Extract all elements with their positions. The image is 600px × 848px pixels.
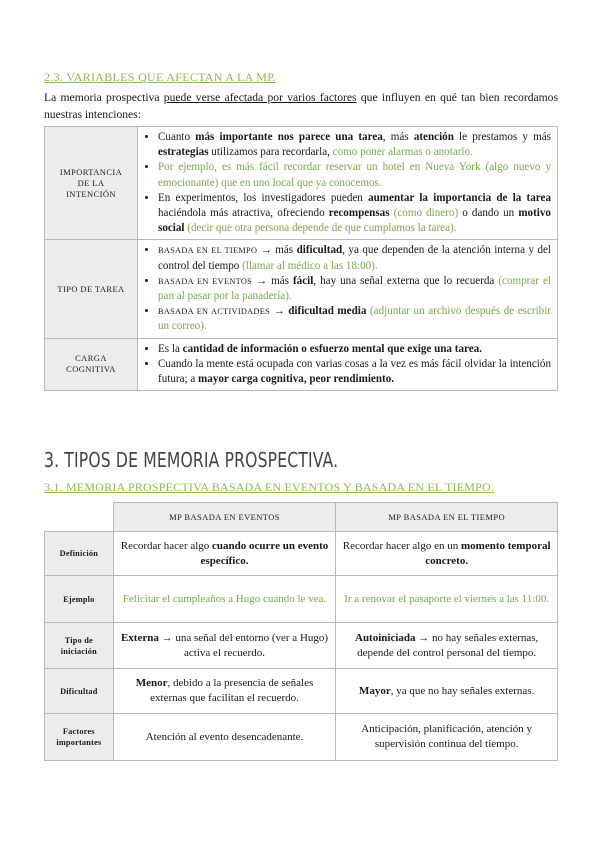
key-factores: Factores importantes <box>45 714 114 761</box>
cell-tiempo: Autoiniciada → no hay señales externas, depende del control personal del tiempo. <box>336 623 558 669</box>
cell-tiempo: Ir a renovar el pasaporte el viernes a las 11:00. <box>336 576 558 623</box>
header-tiempo: MP BASADA EN EL TIEMPO <box>336 503 558 532</box>
key-ejemplo: Ejemplo <box>45 576 114 623</box>
intro-text: La memoria prospectiva <box>44 91 164 104</box>
bullet-item: • En experimentos, los investigadores pueden aumentar la importancia de la tarea haciéndola más atractiva, ofreciendo recompensas (como dinero) o dando un motivo social (decir que otra persona depende de que cumplamos la tarea). <box>158 191 551 237</box>
value-tipo-tarea <box>138 240 558 338</box>
bullet-item: • Por ejemplo, es más fácil recordar reservar un hotel en Nueva York (algo nuevo y emocionante) que en uno local que ya conocemos. <box>158 160 551 190</box>
key-tipo-iniciacion: Tipo de iniciación <box>45 623 114 669</box>
row-carga-cognitiva <box>45 338 558 391</box>
bullet-item: • BASADA EN EL TIEMPO → más dificultad, ya que dependen de la atención interna y del control del tiempo (llamar al médico a las 18:00). <box>158 243 551 273</box>
key-line: COGNITIVA <box>66 364 116 375</box>
cell-eventos: Recordar hacer algo cuando ocurre un evento específico. <box>113 532 336 576</box>
bullet-item: • Es la cantidad de información o esfuerzo mental que exige una tarea. <box>158 342 551 357</box>
key-carga-cognitiva <box>45 338 138 391</box>
key-line: IMPORTANCIA <box>59 166 123 177</box>
section-3-heading: 3. TIPOS DE MEMORIA PROSPECTIVA. <box>44 448 339 472</box>
cell-tiempo: Recordar hacer algo en un momento temporal concreto. <box>336 532 558 576</box>
cell-eventos: Menor, debido a la presencia de señales externas que facilitan el recuerdo. <box>113 669 336 714</box>
section-2-3-heading: 2.3. VARIABLES QUE AFECTAN A LA MP. <box>44 70 277 84</box>
cell-eventos: Externa → una señal del entorno (ver a Hugo) activa el recuerdo. <box>113 623 336 669</box>
value-importancia <box>138 127 558 240</box>
row-dificultad <box>45 669 558 714</box>
cell-tiempo: Mayor, ya que no hay señales externas. <box>336 669 558 714</box>
header-eventos: MP BASADA EN EVENTOS <box>113 503 336 532</box>
row-ejemplo <box>45 576 558 623</box>
bullet-item: • Cuanto más importante nos parece una tarea, más atención le prestamos y más estrategias utilizamos para recordarla, como poner alarmas o anotarlo. <box>158 130 551 160</box>
key-tipo-tarea <box>45 240 138 338</box>
cell-tiempo: Anticipación, planificación, atención y supervisión continua del tiempo. <box>336 714 558 761</box>
intro-underlined-text: puede verse afectada por varios factores <box>163 91 357 104</box>
key-line: CARGA <box>75 353 107 364</box>
key-line: TIPO DE TAREA <box>57 283 125 294</box>
value-carga-cognitiva <box>138 338 558 391</box>
key-dificultad: Dificultad <box>45 669 114 714</box>
key-importancia <box>45 127 138 240</box>
bullet-item: • Cuando la mente está ocupada con varias cosas a la vez es más fácil olvidar la intención futura; a mayor carga cognitiva, peor rendimiento. <box>158 357 551 387</box>
row-factores <box>45 714 558 761</box>
row-definicion <box>45 532 558 576</box>
header-blank <box>45 503 114 532</box>
section-3-1-heading: 3.1. MEMORIA PROSPECTIVA BASADA EN EVENTOS Y BASADA EN EL TIEMPO. <box>44 480 495 494</box>
comparison-table <box>44 502 558 761</box>
comparison-header-row <box>45 503 558 532</box>
key-line: INTENCIÓN <box>66 188 116 199</box>
cell-eventos: Felicitar el cumpleaños a Hugo cuando le vea. <box>113 576 336 623</box>
key-definicion: Definición <box>45 532 114 576</box>
cell-eventos: Atención al evento desencadenante. <box>113 714 336 761</box>
variables-table <box>44 126 558 391</box>
intro-text-end: que influyen en qué tan bien recordamos nuestras intenciones: <box>44 91 558 121</box>
row-importancia <box>45 127 558 240</box>
row-tipo-iniciacion <box>45 623 558 669</box>
row-tipo-tarea <box>45 240 558 338</box>
bullet-item: • BASADA EN ACTIVIDADES → dificultad media (adjuntar un archivo después de escribir un correo). <box>158 304 551 334</box>
key-line: DE LA <box>77 177 105 188</box>
section-2-3-intro <box>44 89 558 123</box>
bullet-item: • BASADA EN EVENTOS → más fácil, hay una señal externa que lo recuerda (comprar el pan al pasar por la panadería). <box>158 274 551 304</box>
